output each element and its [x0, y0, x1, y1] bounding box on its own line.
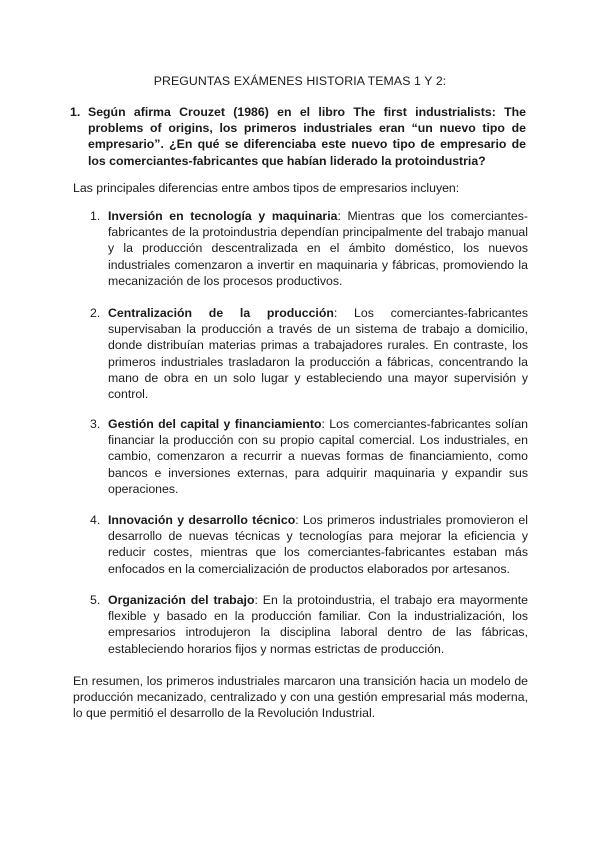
item-number: 4.	[90, 513, 101, 527]
item-body: : En la protoindustria, el trabajo era mayormente flexible y basado en la producción familiar. Con la industrialización, los empresarios introdujeron la disciplina laboral dentro de las fábricas, estableciendo horarios fijos y normas estrictas de producción.	[108, 593, 528, 656]
question-text: Según afirma Crouzet (1986) en el libro The first industrialists: The problems of origins, los primeros industriales eran “un nuevo tipo de empresario”. ¿En qué se diferenciaba este nuevo tipo de empresario de los comerciantes-fabricantes que habían liderado la protoindustria?	[88, 105, 526, 168]
item-body: : Los comerciantes-fabricantes solían financiar la producción con su propio capital comercial. Los industriales, en cambio, comenzaron a recurrir a nuevas formas de financiamiento, como bancos e inversiones externas, para adquirir maquinaria y expandir sus operaciones.	[108, 417, 528, 496]
item-number: 3.	[90, 417, 101, 431]
item-number: 5.	[90, 593, 101, 607]
item-heading: Organización del trabajo	[108, 593, 255, 607]
summary-paragraph: En resumen, los primeros industriales marcaron una transición hacia un modelo de producción mecanizado, centralizado y con una gestión empresarial más moderna, lo que permitió el desarrollo de la Revolución Industrial.	[73, 674, 528, 721]
exam-question	[70, 104, 526, 169]
answer-item-1	[90, 208, 528, 289]
answer-item-2	[90, 305, 528, 402]
item-body: : Mientras que los comerciantes-fabricantes de la protoindustria dependían principalmente del trabajo manual y la producción descentralizada en el ámbito doméstico, los nuevos industriales comenzaron a invertir en maquinaria y fábricas, promoviendo la mecanización de los procesos productivos.	[108, 209, 528, 288]
item-number: 2.	[90, 306, 101, 320]
answer-item-4	[90, 512, 528, 577]
answer-item-5	[90, 592, 528, 657]
page-title: PREGUNTAS EXÁMENES HISTORIA TEMAS 1 Y 2:	[153, 74, 447, 88]
item-heading: Centralización de la producción	[108, 306, 334, 320]
item-body: : Los primeros industriales promovieron el desarrollo de nuevas técnicas y tecnologías para mejorar la eficiencia y reducir costes, mientras que los comerciantes-fabricantes estaban más enfocados en la comercialización de productos elaborados por artesanos.	[108, 513, 528, 576]
item-heading: Gestión del capital y financiamiento	[108, 417, 322, 431]
item-heading: Inversión en tecnología y maquinaria	[108, 209, 338, 223]
answer-item-3	[90, 416, 528, 497]
item-body: : Los comerciantes-fabricantes supervisaban la producción a través de un sistema de trabajo a domicilio, donde distribuían materias primas a trabajadores rurales. En contraste, los primeros industriales trasladaron la producción a fábricas, concentrando la mano de obra en un solo lugar y estableciendo una mayor supervisión y control.	[108, 306, 528, 402]
question-number: 1.	[70, 105, 81, 119]
answer-intro: Las principales diferencias entre ambos tipos de empresarios incluyen:	[73, 181, 460, 195]
item-number: 1.	[90, 209, 101, 223]
item-heading: Innovación y desarrollo técnico	[108, 513, 296, 527]
